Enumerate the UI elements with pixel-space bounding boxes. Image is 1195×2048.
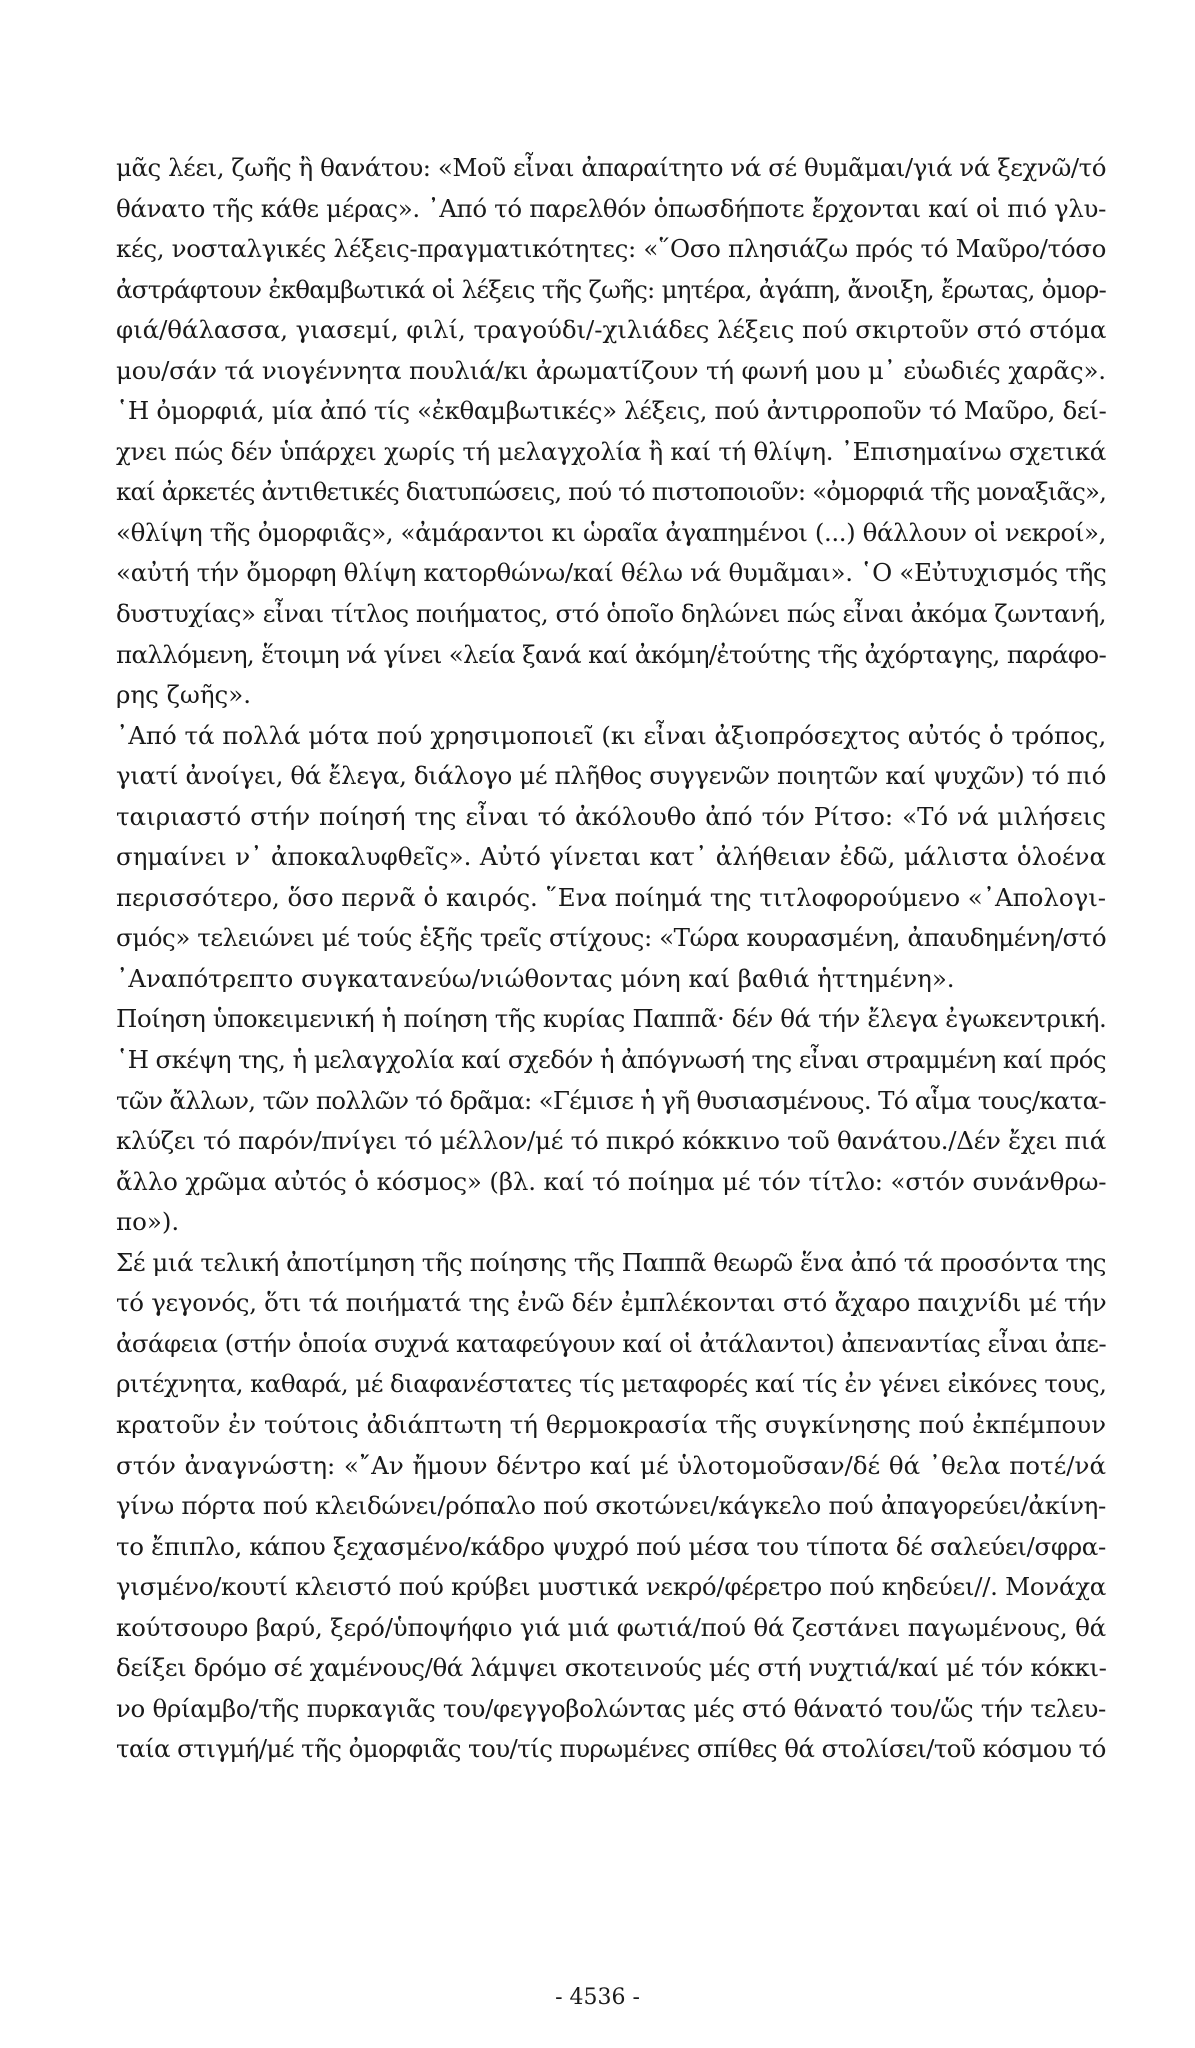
text-line: σμός» τελειώνει μέ τούς ἑξῆς τρεῖς στίχους: «Τώρα κουρασμένη, ἀπαυδημένη/στό [116,923,1107,953]
text-line: τῶν ἄλλων, τῶν πολλῶν τό δρᾶμα: «Γέμισε ἡ γῆ θυσιασμένους. Τό αἷμα τους/κατα- [116,1085,1106,1115]
text-line: πο»). [116,1207,180,1237]
text-line: στόν ἀναγνώστη: «῎Αν ἤμουν δέντρο καί μέ ὑλοτομοῦσαν/δέ θά ᾿θελα ποτέ/νά [116,1450,1106,1480]
text-line: ρης ζωῆς». [116,680,252,710]
text-line: ᾿Αναπότρεπτο συγκατανεύω/νιώθοντας μόνη καί βαθιά ἡττημένη». [116,963,955,993]
text-line: παλλόμενη, ἕτοιμη νά γίνει «λεία ξανά καί ἀκόμη/ἐτούτης τῆς ἀχόρταγης, παράφο- [116,639,1107,669]
page-number: - 4536 - [555,1985,640,2010]
text-line: θάνατο τῆς κάθε μέρας». ᾿Από τό παρελθόν ὁπωσδήποτε ἔρχονται καί οἱ πιό γλυ- [116,193,1107,223]
text-line: Σέ μιά τελική ἀποτίμηση τῆς ποίησης τῆς Παππᾶ θεωρῶ ἕνα ἀπό τά προσόντα της [116,1247,1106,1277]
text-line: μᾶς λέει, ζωῆς ἢ θανάτου: «Μοῦ εἶναι ἀπαραίτητο νά σέ θυμᾶμαι/γιά νά ξεχνῶ/τό [116,153,1106,182]
text-line: Ποίηση ὑποκειμενική ἡ ποίηση τῆς κυρίας Παππᾶ· δέν θά τήν ἔλεγα ἐγωκεντρική. [116,1004,1107,1034]
text-line: γισμένο/κουτί κλειστό πού κρύβει μυστικά νεκρό/φέρετρο πού κηδεύει//. Μονάχα [116,1572,1106,1602]
text-line: χνει πώς δέν ὑπάρχει χωρίς τή μελαγχολία ἢ καί τή θλίψη. ᾿Επισημαίνω σχετικά [116,436,1106,466]
text-line: ταιριαστό στήν ποίησή της εἶναι τό ἀκόλουθο ἀπό τόν Ρίτσο: «Τό νά μιλήσεις [116,801,1106,831]
text-line: ριτέχνητα, καθαρά, μέ διαφανέστατες τίς μεταφορές καί τίς ἐν γένει εἰκόνες τους, [116,1369,1107,1399]
text-line: κλύζει τό παρόν/πνίγει τό μέλλον/μέ τό πικρό κόκκινο τοῦ θανάτου./Δέν ἔχει πιά [116,1126,1106,1156]
text-line: τό γεγονός, ὅτι τά ποιήματά της ἐνῶ δέν ἐμπλέκονται στό ἄχαρο παιχνίδι μέ τήν [116,1288,1107,1318]
text-line: νο θρίαμβο/τῆς πυρκαγιᾶς του/φεγγοβολώντας μές στό θάνατό του/ὥς τήν τελευ- [116,1693,1106,1723]
text-line: ἀστράφτουν ἐκθαμβωτικά οἱ λέξεις τῆς ζωῆς: μητέρα, ἀγάπη, ἄνοιξη, ἔρωτας, ὀμορ- [116,274,1106,304]
text-line: «αὐτή τήν ὄμορφη θλίψη κατορθώνω/καί θέλω νά θυμᾶμαι». ῾Ο «Εὐτυχισμός τῆς [116,558,1107,588]
text-line: φιά/θάλασσα, γιασεμί, φιλί, τραγούδι/-χιλιάδες λέξεις πού σκιρτοῦν στό στόμα [116,315,1107,345]
text-line: γιατί ἀνοίγει, θά ἔλεγα, διάλογο μέ πλῆθος συγγενῶν ποιητῶν καί ψυχῶν) τό πιό [116,761,1106,791]
text-line: ᾿Από τά πολλά μότα πού χρησιμοποιεῖ (κι εἶναι ἀξιοπρόσεχτος αὐτός ὁ τρόπος, [116,720,1107,750]
text-line: μου/σάν τά νιογέννητα πουλιά/κι ἀρωματίζουν τή φωνή μου μ᾿ εὐωδιές χαρᾶς». [116,355,1106,385]
text-line: κρατοῦν ἐν τούτοις ἀδιάπτωτη τή θερμοκρασία τῆς συγκίνησης πού ἐκπέμπουν [116,1409,1106,1439]
text-line: ταία στιγμή/μέ τῆς ὀμορφιᾶς του/τίς πυρωμένες σπίθες θά στολίσει/τοῦ κόσμου τό [116,1734,1106,1764]
text-line: γίνω πόρτα πού κλειδώνει/ρόπαλο πού σκοτώνει/κάγκελο πού ἀπαγορεύει/ἀκίνη- [116,1491,1106,1521]
body-text [116,148,1106,1770]
text-line: καί ἀρκετές ἀντιθετικές διατυπώσεις, πού τό πιστοποιοῦν: «ὀμορφιά τῆς μοναξιᾶς», [116,477,1106,507]
text-line: σημαίνει ν᾿ ἀποκαλυφθεῖς». Αὐτό γίνεται κατ᾿ ἀλήθειαν ἐδῶ, μάλιστα ὁλοένα [116,842,1106,872]
text-line: κούτσουρο βαρύ, ξερό/ὑποψήφιο γιά μιά φωτιά/πού θά ζεστάνει παγωμένους, θά [116,1612,1106,1642]
text-line: «θλίψη τῆς ὀμορφιᾶς», «ἀμάραντοι κι ὡραῖα ἀγαπημένοι (...) θάλλουν οἱ νεκροί», [116,517,1106,547]
text-line: δείξει δρόμο σέ χαμένους/θά λάμψει σκοτεινούς μές στή νυχτιά/καί μέ τόν κόκκι- [116,1653,1107,1683]
text-line: ἀσάφεια (στήν ὁποία συχνά καταφεύγουν καί οἱ ἀτάλαντοι) ἀπεναντίας εἶναι ἀπε- [116,1328,1106,1358]
text-line: ῾Η σκέψη της, ἡ μελαγχολία καί σχεδόν ἡ ἀπόγνωσή της εἶναι στραμμένη καί πρός [116,1045,1106,1075]
text-line: ῾Η ὀμορφιά, μία ἀπό τίς «ἐκθαμβωτικές» λέξεις, πού ἀντιρροποῦν τό Μαῦρο, δεί- [116,396,1107,426]
text-line: το ἔπιπλο, κάπου ξεχασμένο/κάδρο ψυχρό πού μέσα του τίποτα δέ σαλεύει/σφρα- [116,1531,1106,1561]
text-line: περισσότερο, ὅσο περνᾶ ὁ καιρός. ῞Ενα ποίημά της τιτλοφορούμενο «᾿Απολογι- [116,882,1106,912]
text-line: δυστυχίας» εἶναι τίτλος ποιήματος, στό ὁποῖο δηλώνει πώς εἶναι ἀκόμα ζωντανή, [116,599,1106,629]
text-line: κές, νοσταλγικές λέξεις-πραγματικότητες: «῞Οσο πλησιάζω πρός τό Μαῦρο/τόσο [116,234,1107,264]
text-line: ἄλλο χρῶμα αὐτός ὁ κόσμος» (βλ. καί τό ποίημα μέ τόν τίτλο: «στόν συνάνθρω- [116,1166,1107,1196]
